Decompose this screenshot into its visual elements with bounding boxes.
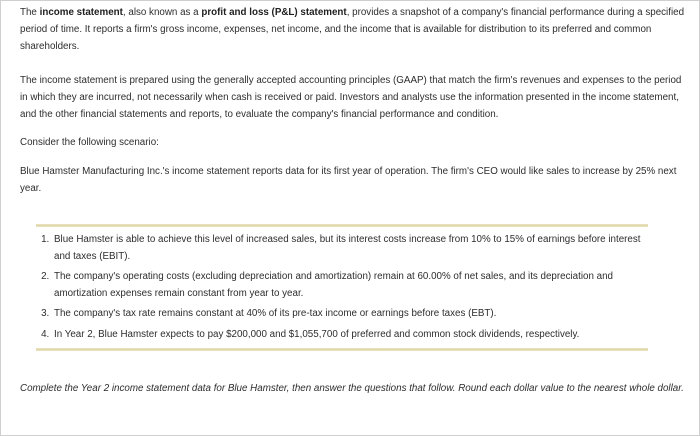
conditions-list — [36, 232, 648, 347]
intro-p1-pre: The — [20, 7, 40, 18]
intro-p1-rest: , provides a snapshot of a company's financial performance during a specified period of time. It reports a firm's gross income, expenses, net income, and the income that is available for distribution to its preferred and common shareholders. — [20, 7, 685, 52]
condition-item: 1. Blue Hamster is able to achieve this level of increased sales, but its interest costs increase from 10% to 15% of earnings before interest and taxes (EBIT). — [52, 232, 648, 265]
term-profit-and-loss: profit and loss (P&L) statement — [201, 7, 347, 18]
condition-item: 2. The company's operating costs (excluding depreciation and amortization) remain at 60.00% of net sales, and its depreciation and amortization expenses remain constant from year to year. — [52, 269, 648, 302]
instruction-text: Complete the Year 2 income statement data for Blue Hamster, then answer the questions that follow. Round each dollar value to the nearest whole dollar. — [20, 383, 684, 394]
conditions-box — [36, 222, 648, 350]
intro-paragraph-1 — [20, 4, 688, 55]
intro-p1-mid: , also known as a — [122, 7, 202, 18]
condition-item: 4. In Year 2, Blue Hamster expects to pay $200,000 and $1,055,700 of preferred and common stock dividends, respectively. — [52, 327, 648, 344]
condition-item: 3. The company's tax rate remains constant at 40% of its pre-tax income or earnings before taxes (EBT). — [52, 306, 648, 323]
divider-bottom — [36, 348, 648, 351]
divider-top — [36, 224, 648, 227]
scenario-text: Blue Hamster Manufacturing Inc.'s income statement reports data for its first year of operation. The firm's CEO would like sales to increase by 25% next year. — [20, 166, 677, 194]
term-income-statement: income statement — [39, 7, 123, 18]
intro-paragraph-2: The income statement is prepared using the generally accepted accounting principles (GAAP) that match the firm's revenues and expenses to the period in which they are incurred, not necessarily when cash is received or paid. Investors and analysts use the information presented in the income statement, and the other financial statements and reports, to evaluate the company's financial performance and condition. — [20, 75, 682, 120]
scenario-heading: Consider the following scenario: — [20, 137, 159, 148]
